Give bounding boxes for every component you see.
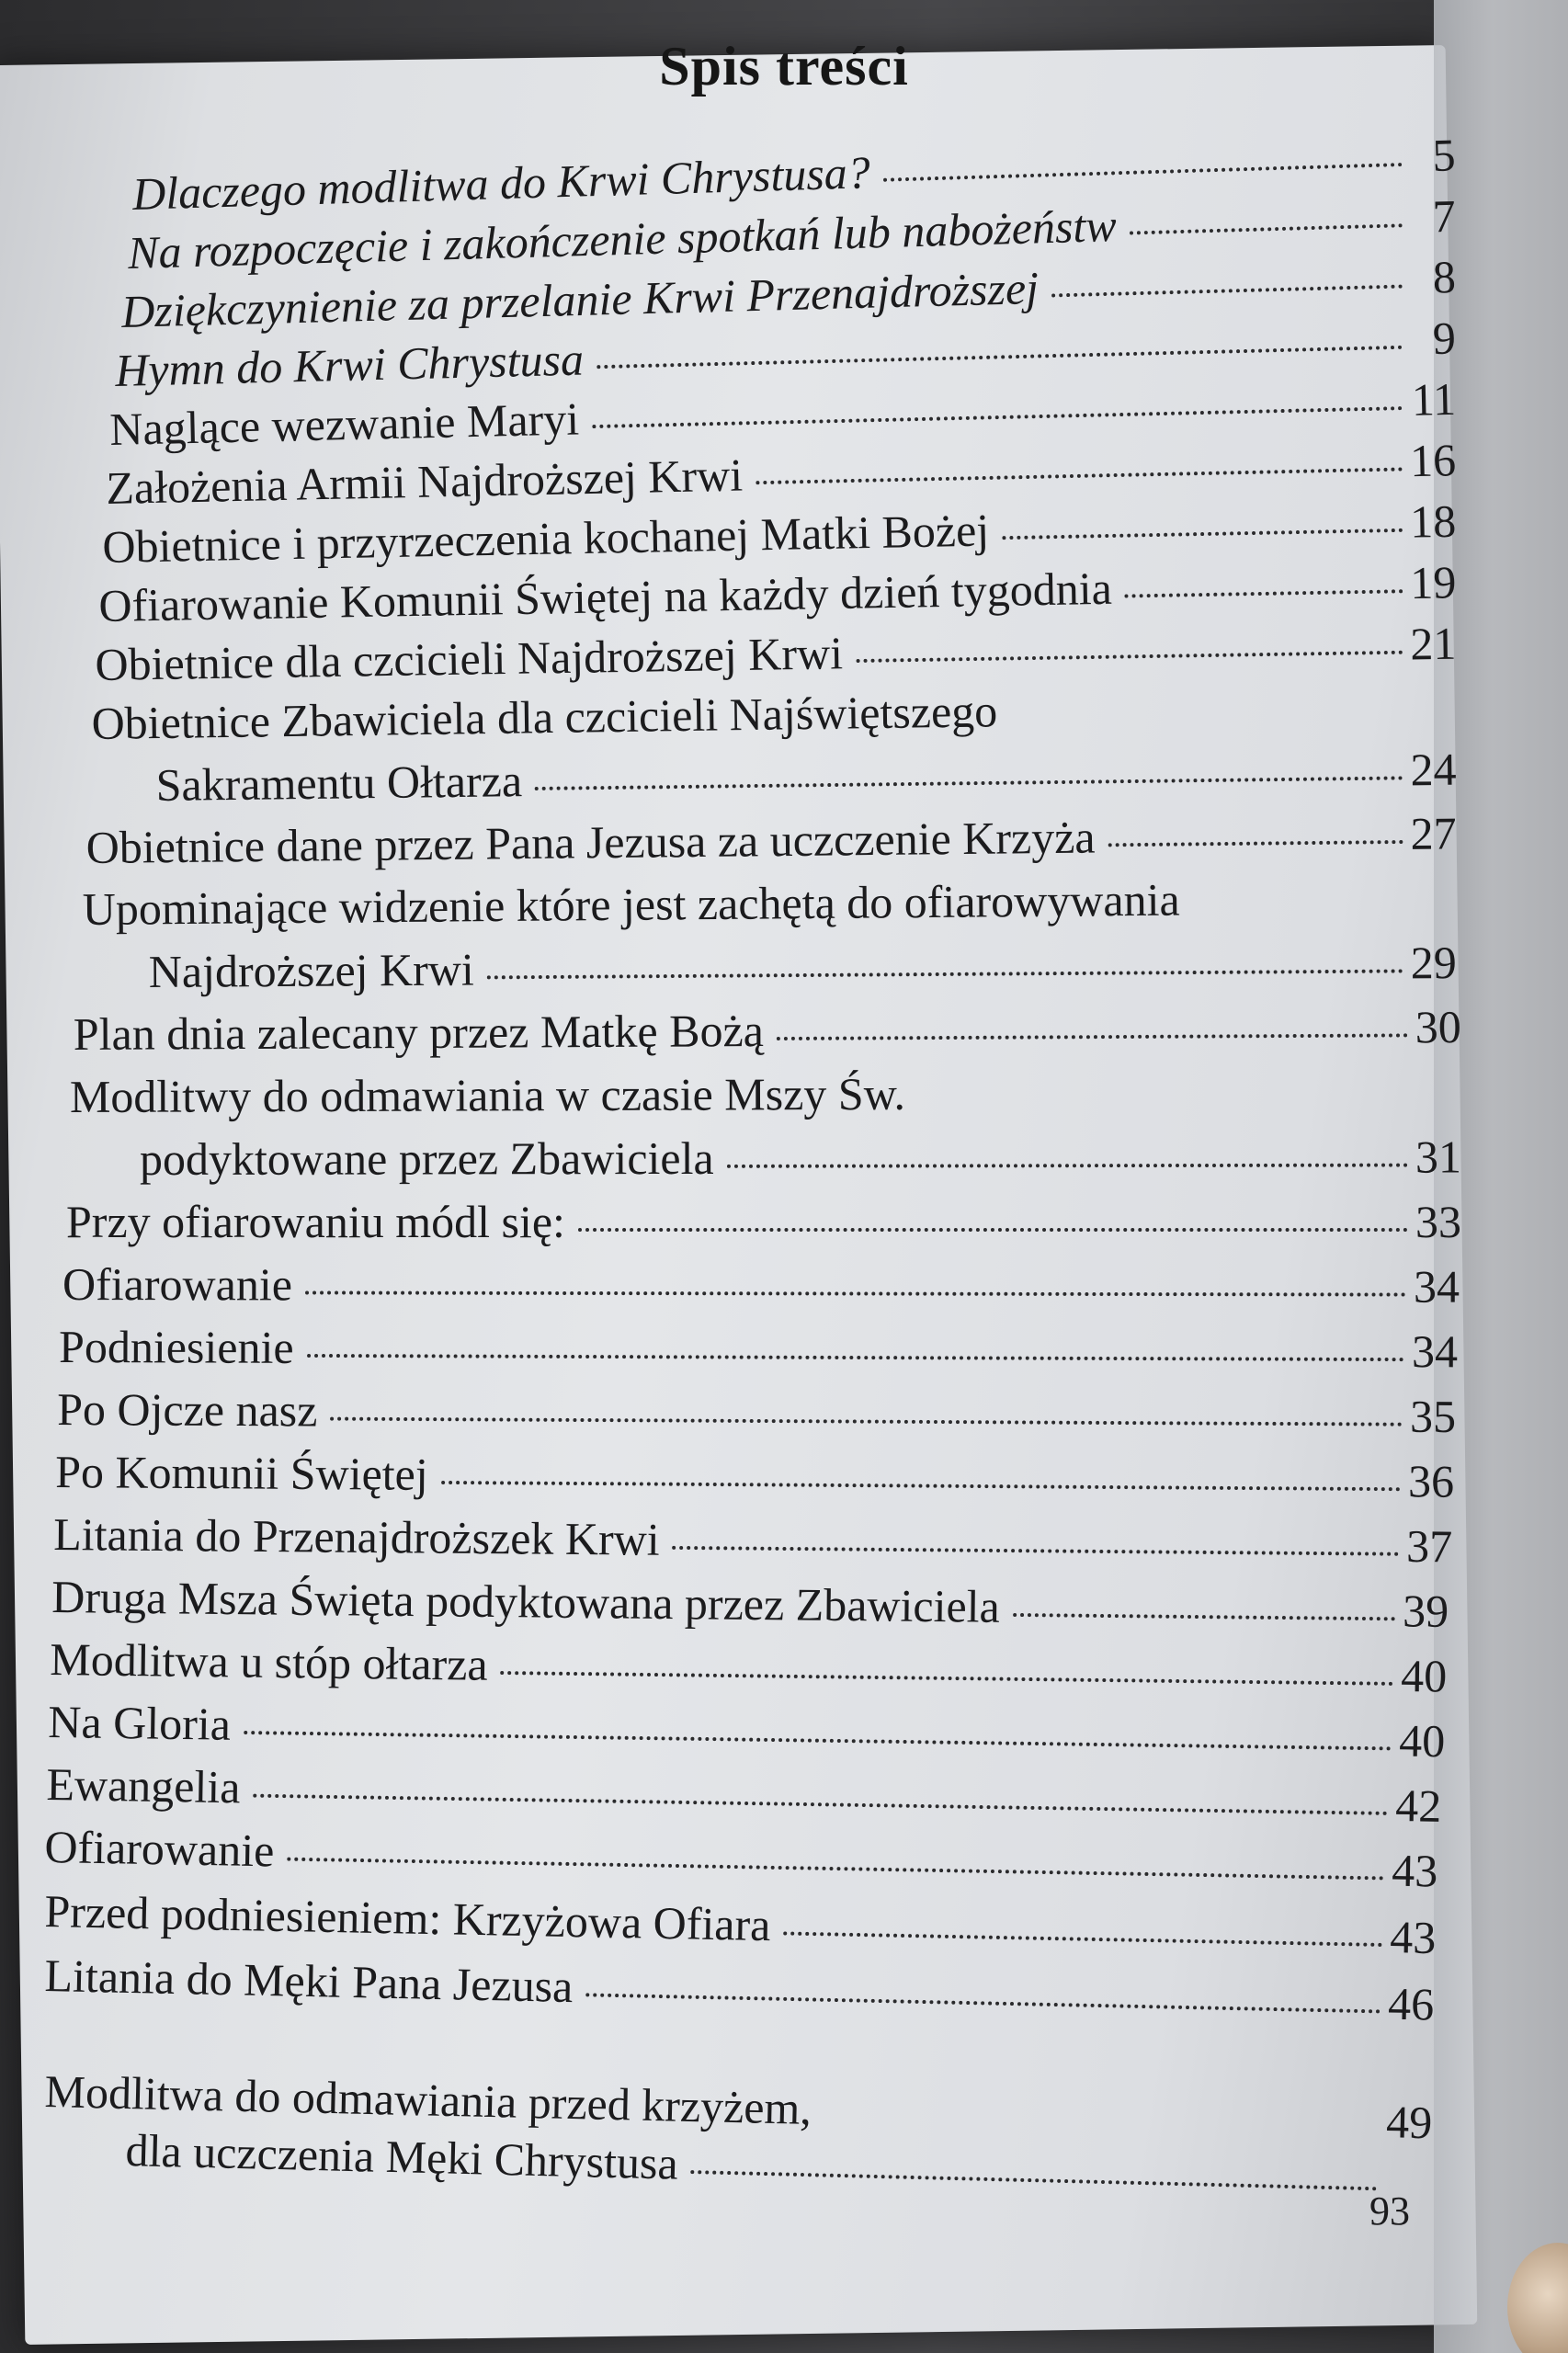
toc-entry-page: 43: [1391, 1844, 1438, 1897]
toc-entry-label: Modlitwy do odmawiania w czasie Mszy Św.: [69, 1067, 906, 1122]
toc-entry-label: Założenia Armii Najdroższej Krwi: [105, 449, 744, 515]
toc-entry-page: 33: [1415, 1196, 1461, 1247]
toc-entry: [149, 936, 1457, 998]
dot-leader: [673, 1546, 1400, 1556]
toc-entry-label: Podniesienie: [59, 1321, 294, 1373]
toc-entry: [66, 1195, 1461, 1248]
dot-leader: [597, 346, 1403, 369]
dot-leader: [918, 1102, 1408, 1104]
toc-entry-label: Obietnice dane przez Pana Jezusa za uczczenie Krzyża: [85, 811, 1096, 874]
dot-leader: [578, 1228, 1408, 1232]
dot-leader: [1013, 1613, 1395, 1620]
toc-entry-page: 7: [1431, 189, 1457, 243]
dot-leader: [856, 651, 1403, 663]
toc-entry: [85, 806, 1457, 874]
toc-entry-page: 30: [1415, 1001, 1461, 1053]
toc-entry-page: 8: [1432, 251, 1457, 303]
toc-entry-page: 49: [1385, 2096, 1433, 2149]
dot-leader: [500, 1671, 1393, 1686]
dot-leader: [690, 2170, 1377, 2190]
toc-entry-label: Modlitwa do odmawiania przed krzyżem,: [44, 2065, 812, 2134]
toc-entry: [44, 1820, 1438, 1897]
dot-leader: [777, 1033, 1408, 1040]
toc-entry-page: 18: [1409, 494, 1457, 548]
toc-entry-page: 40: [1398, 1714, 1446, 1768]
toc-entry: [155, 743, 1457, 812]
toc-entry-page: 5: [1431, 129, 1457, 182]
toc-entry-label: Ofiarowanie: [44, 1821, 275, 1877]
toc-entry-label: Na Gloria: [48, 1696, 232, 1750]
toc-entry-page: 42: [1394, 1779, 1442, 1832]
toc-entry-page: 29: [1410, 937, 1457, 989]
toc-entry-label: Modlitwa u stóp ołtarza: [50, 1633, 488, 1690]
dot-leader: [287, 1858, 1384, 1881]
dot-leader: [305, 1290, 1406, 1296]
dot-leader: [1051, 285, 1403, 298]
toc-entry: [62, 1257, 1460, 1313]
toc-entry-page: 37: [1405, 1519, 1453, 1573]
toc-entry-page: 39: [1402, 1585, 1449, 1637]
toc-entry: [51, 1570, 1449, 1638]
dot-leader: [1108, 840, 1403, 847]
toc-entry-page: 40: [1400, 1649, 1448, 1702]
toc-entry-label: Plan dnia zalecany przez Matkę Bożą: [73, 1005, 765, 1060]
dot-leader: [756, 467, 1403, 484]
toc-entry-label: Przy ofiarowaniu módl się:: [66, 1196, 565, 1247]
toc-entry-label: Ofiarowanie Komunii Świętej na każdy dzień tygodnia: [98, 562, 1113, 632]
dot-leader: [1130, 223, 1403, 234]
toc-entry: [74, 1000, 1461, 1061]
toc-entry-label: Ofiarowanie: [62, 1258, 292, 1311]
toc-entry-label: Dziękczynienie za przelanie Krwi Przenajdroższej: [120, 261, 1040, 338]
toc-entry-label: Po Ojcze nasz: [57, 1383, 318, 1437]
toc-entry-label: Sakramentu Ołtarza: [155, 755, 523, 812]
toc-entry-label: Obietnice i przyrzeczenia kochanej Matki Bożej: [101, 504, 990, 574]
dot-leader: [1002, 529, 1403, 540]
toc-entry-page: [1411, 720, 1457, 721]
toc-entry: [44, 1949, 1435, 2031]
dot-leader: [592, 406, 1403, 428]
dot-leader: [330, 1417, 1403, 1427]
toc-entry-page: 11: [1411, 372, 1457, 426]
toc-entry-label: Obietnice dla czcicieli Najdroższej Krwi: [95, 627, 844, 691]
toc-entry: [57, 1382, 1456, 1443]
toc-entry-page: 36: [1407, 1455, 1455, 1507]
page-number: 93: [1369, 2188, 1410, 2234]
toc-entry-label: podyktowane przez Zbawiciela: [139, 1131, 714, 1185]
dot-leader: [244, 1731, 1392, 1750]
toc-entry-page: 43: [1389, 1911, 1437, 1964]
toc-entry-page: 21: [1409, 617, 1457, 670]
toc-entry-page: 35: [1409, 1390, 1457, 1442]
toc-entry-page: 16: [1409, 434, 1457, 487]
toc-entry-label: dla uczczenia Męki Chrystusa: [125, 2124, 679, 2189]
toc-entry-label: Obietnice Zbawiciela dla czcicieli Najświętszego: [91, 685, 998, 750]
toc-entry-label: Najdroższej Krwi: [148, 943, 475, 997]
dot-leader: [727, 1164, 1408, 1168]
toc-entry: [50, 1632, 1448, 1703]
toc-entry-page: 27: [1410, 807, 1457, 859]
dot-leader: [585, 1993, 1381, 2013]
toc-entry-page: 24: [1410, 743, 1457, 796]
toc-entry: [140, 1130, 1461, 1186]
dot-leader: [441, 1481, 1401, 1491]
toc-entry-page: 31: [1415, 1131, 1461, 1183]
toc-entry: [91, 677, 1457, 750]
toc-entry: [55, 1445, 1454, 1508]
toc-entry-label: Przed podniesieniem: Krzyżowa Ofiara: [44, 1885, 771, 1951]
dot-leader: [783, 1931, 1382, 1947]
dot-leader: [535, 776, 1403, 790]
toc-entry-page: 46: [1387, 1977, 1435, 2030]
toc-entry-label: Hymn do Krwi Chrystusa: [114, 333, 585, 397]
toc-entry-page: 34: [1411, 1325, 1459, 1378]
toc-entry: [70, 1065, 1461, 1123]
dot-leader: [883, 163, 1403, 182]
page-title: Spis treści: [659, 36, 909, 97]
toc-entry-label: Po Komunii Świętej: [55, 1446, 428, 1500]
toc-entry: [82, 870, 1456, 936]
toc-entry-label: Dlaczego modlitwa do Krwi Chrystusa?: [131, 146, 871, 221]
toc-entry: [46, 1757, 1442, 1833]
toc-entry: [48, 1695, 1446, 1768]
dot-leader: [1193, 907, 1403, 909]
toc-entry-page: 34: [1413, 1260, 1460, 1313]
toc-entry-label: Litania do Męki Pana Jezusa: [44, 1949, 574, 2013]
toc-entry-label: Upominające widzenie które jest zachętą do ofiarowywania: [82, 873, 1180, 936]
toc-entry-label: Na rozpoczęcie i zakończenie spotkań lub nabożeństw: [127, 199, 1118, 279]
toc-entry-label: Litania do Przenajdroższek Krwi: [53, 1508, 660, 1565]
toc-entry: [53, 1507, 1452, 1573]
dot-leader: [1125, 589, 1403, 597]
toc-entry-label: Druga Msza Święta podyktowana przez Zbawiciela: [51, 1571, 1001, 1632]
toc-entry-label: Naglące wezwanie Maryi: [108, 392, 580, 456]
toc-entry-page: 9: [1432, 312, 1457, 364]
dot-leader: [307, 1354, 1404, 1361]
dot-leader: [824, 2119, 1379, 2131]
toc-entry: [59, 1320, 1458, 1378]
toc-entry-label: Ewangelia: [46, 1758, 241, 1813]
dot-leader: [1010, 715, 1403, 721]
dot-leader: [253, 1794, 1388, 1815]
dot-leader: [487, 969, 1403, 979]
toc-entry-page: 19: [1409, 556, 1457, 609]
